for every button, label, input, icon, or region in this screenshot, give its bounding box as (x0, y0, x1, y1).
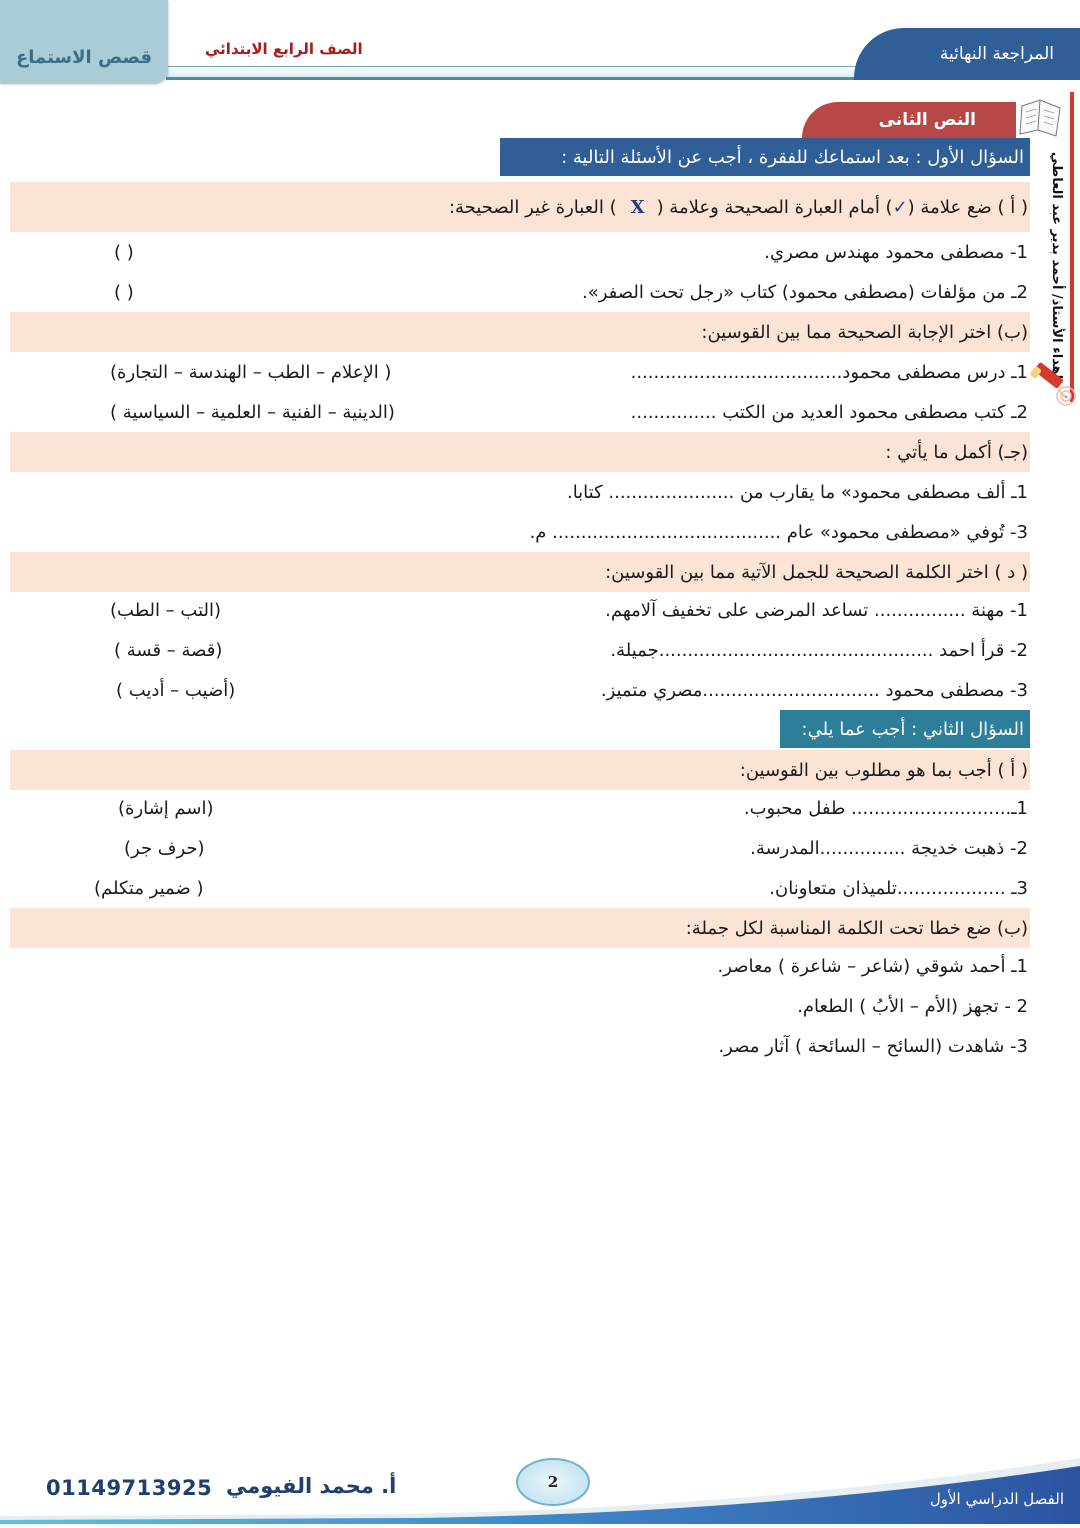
page-number-badge (516, 1458, 590, 1506)
footer-term: الفصل الدراسي الأول (929, 1490, 1064, 1508)
q1-part-c-header (10, 432, 1030, 472)
q1-d-item-2 (10, 630, 1030, 670)
q2-b-item-1 (10, 946, 1030, 986)
section-title-tab (802, 102, 1016, 138)
q2-a-item-3-options: ( ضمير متكلم) (94, 877, 204, 899)
q1-b-item-2-text: 2ـ كتب مصطفى محمود العديد من الكتب ............... (630, 401, 1028, 423)
side-credit (1042, 150, 1072, 380)
header-subject-tab (0, 0, 168, 84)
check-mark-icon: ✓ (892, 196, 908, 218)
q1-part-a-suffix: ) العبارة غير الصحيحة: (448, 196, 617, 218)
q1-a-item-2 (10, 272, 1030, 312)
q1-part-b-header (10, 312, 1030, 352)
q2-b-item-2-text: 2 - تجهز (الأم – الأبُ ) الطعام. (797, 995, 1028, 1017)
q2-b-item-3 (10, 1026, 1030, 1066)
q2-part-a-header (10, 750, 1030, 790)
q2-b-item-1-text: 1ـ أحمد شوقي (شاعر – شاعرة ) معاصر. (717, 955, 1028, 977)
question1-title (500, 138, 1030, 176)
header-review-tab (854, 28, 1080, 80)
side-credit-text: إهداء الأستاذ/ أحمد بدير عبد العاطي (1049, 151, 1065, 379)
q2-a-item-3-text: 3ـ ...................تلميذان متعاونان. (769, 877, 1028, 899)
review-label: المراجعة النهائية (939, 44, 1054, 64)
answer-box[interactable]: ( ) (114, 241, 134, 263)
q1-d-item-2-options: (قصة – قسة ) (114, 639, 223, 661)
q1-d-item-3-options: (أضيب – أديب ) (116, 679, 236, 701)
q1-part-a-middle: ) أمام العبارة الصحيحة وعلامة ( (656, 196, 893, 218)
page-number: 2 (547, 1473, 559, 1491)
question2-title-text: السؤال الثاني : أجب عما يلي: (801, 718, 1024, 740)
q2-a-item-1 (10, 788, 1030, 828)
q1-d-item-2-text: 2- قرأ احمد ................................................جميلة. (610, 639, 1028, 661)
q2-part-b-title: (ب) ضع خطا تحت الكلمة المناسبة لكل جملة: (685, 917, 1028, 939)
q1-b-item-1 (10, 352, 1030, 392)
q2-b-item-2 (10, 986, 1030, 1026)
q2-a-item-1-options: (اسم إشارة) (118, 797, 214, 819)
q1-part-a-prefix: ( أ ) ضع علامة ( (907, 196, 1028, 218)
q1-c-item-1-text: 1ـ ألف مصطفى محمود» ما يقارب من ...................... كتابا. (566, 481, 1028, 503)
answer-box[interactable]: ( ) (114, 281, 134, 303)
q1-d-item-1-text: 1- مهنة ................ تساعد المرضى على تخفيف آلامهم. (605, 599, 1028, 621)
footer-author: أ. محمد الفيومي (226, 1474, 397, 1498)
x-mark-icon: X (630, 196, 645, 218)
q2-b-item-3-text: 3- شاهدت (السائح – السائحة ) آثار مصر. (718, 1035, 1028, 1057)
q2-part-b-header (10, 908, 1030, 948)
q1-part-c-title: (جـ) أكمل ما يأتي : (885, 441, 1028, 463)
q2-part-a-title: ( أ ) أجب بما هو مطلوب بين القوسين: (739, 759, 1028, 781)
subject-label: قصص الاستماع (15, 47, 153, 68)
q1-a-item-1 (10, 232, 1030, 272)
q1-part-d-title: ( د ) اختر الكلمة الصحيحة للجمل الآتية مما بين القوسين: (605, 561, 1028, 583)
q2-a-item-2-text: 2- ذهبت خديجة ...............المدرسة. (750, 837, 1028, 859)
q2-a-item-1-text: 1ـ............................ طفل محبوب. (743, 797, 1028, 819)
q1-part-d-header (10, 552, 1030, 592)
q1-d-item-3 (10, 670, 1030, 710)
q1-d-item-3-text: 3- مصطفى محمود ...............................مصري متميز. (600, 679, 1028, 701)
q1-c-item-2 (10, 512, 1030, 552)
q1-b-item-2 (10, 392, 1030, 432)
q1-b-item-2-options: (الدينية – الفنية – العلمية – السياسية ) (110, 401, 395, 423)
q1-part-a-header (10, 182, 1030, 232)
q1-b-item-1-options: ( الإعلام – الطب – الهندسة – التجارة) (110, 361, 392, 383)
footer-phone: 01149713925 (46, 1476, 213, 1500)
q1-d-item-1 (10, 590, 1030, 630)
q2-a-item-3 (10, 868, 1030, 908)
pencil-icon (1028, 360, 1076, 406)
q1-d-item-1-options: (التب – الطب) (110, 599, 222, 621)
q2-a-item-2-options: (حرف جر) (124, 837, 205, 859)
q1-a-item-1-text: 1- مصطفى محمود مهندس مصري. (764, 241, 1028, 263)
section-title: النص الثانى (878, 110, 976, 130)
q1-a-item-2-text: 2ـ من مؤلفات (مصطفى محمود) كتاب «رجل تحت الصفر». (581, 281, 1028, 303)
q1-b-item-1-text: 1ـ درس مصطفى محمود..................................... (630, 361, 1028, 383)
question1-title-text: السؤال الأول : بعد استماعك للفقرة ، أجب عن الأسئلة التالية : (561, 146, 1024, 168)
q1-c-item-2-text: 3- تُوفي «مصطفى محمود» عام ........................................ م. (529, 521, 1028, 543)
q1-part-b-title: (ب) اختر الإجابة الصحيحة مما بين القوسين: (701, 321, 1028, 343)
q1-c-item-1 (10, 472, 1030, 512)
question2-title (780, 710, 1030, 748)
header-band (166, 66, 866, 80)
q2-a-item-2 (10, 828, 1030, 868)
grade-label: الصف الرابع الابتدائي (205, 40, 363, 58)
book-icon (1016, 96, 1066, 142)
